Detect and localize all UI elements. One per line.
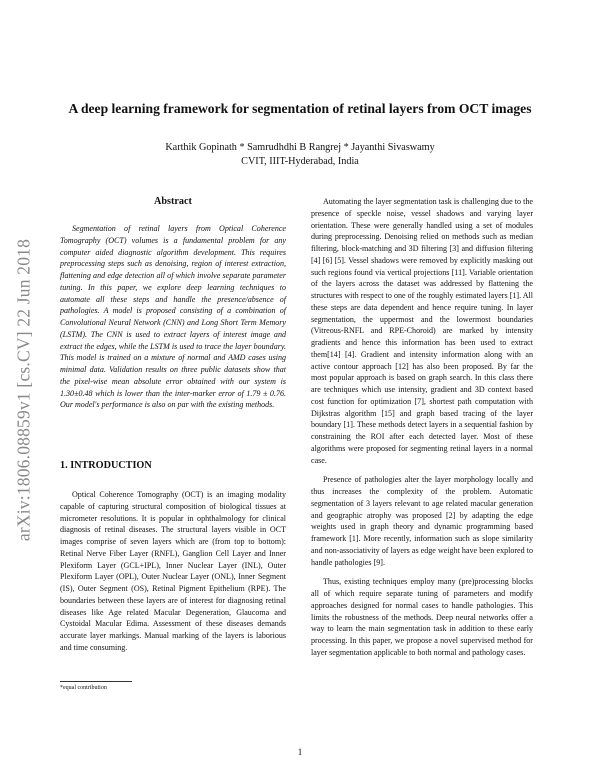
body-paragraph: Thus, existing techniques employ many (pre)processing blocks all of which require separate tuning of parameters and modify approaches designed for normal cases to handle pathologies. This limits the robustness of the methods. Deep neural networks offer a way to learn the main segmentation task in addition to these early processing. In this paper, we propose a novel supervised method for layer segmentation applicable to both normal and pathology cases. [311, 577, 533, 657]
arxiv-stamp-text: arXiv:1806.08859v1 [cs.CV] 22 Jun 2018 [13, 238, 34, 542]
arxiv-side-stamp [4, 200, 44, 580]
section-heading-introduction: 1. INTRODUCTION [60, 460, 152, 471]
footnote: *equal contribution [60, 685, 107, 691]
intro-paragraph: Optical Coherence Tomography (OCT) is an imaging modality capable of capturing structural composition of biological tissues at micrometer resolutions. It is popular in ophthalmology for clinical diagnosis of retinal diseases. The structural layers visible in OCT images comprise of seven layers which are (from top to bottom): Retinal Nerve Fiber Layer (RNFL), Ganglion Cell Layer and Inner Plexiform Layer (GCL+IPL), Inner Nuclear Layer (INL), Outer Plexiform Layer (OPL), Outer Nuclear Layer (ONL), Inner Segment (IS), Outer Segment (OS), Retinal Pigment Epithelium (RPE). The boundaries between these layers are of interest for diagnosing retinal diseases like Age related Macular Degeneration, Glaucoma and Cystoidal Macular Edima. Assessment of these diseases demands accurate layer markings. Manual marking of the layers is laborious and time consuming. [60, 490, 286, 652]
paper-title: A deep learning framework for segmentation of retinal layers from OCT images [68, 101, 532, 116]
abstract-heading: Abstract [154, 196, 192, 207]
right-column [311, 196, 533, 659]
body-paragraph: Automating the layer segmentation task is challenging due to the presence of speckle noise, vessel shadows and varying layer orientation. These were generally handled using a set of modules during preprocessing. Denoising relied on methods such as median filtering, block-matching and 3D filtering [3] and diffusion filtering [4] [6] [5]. Vessel shadows were removed by explicitly masking out such regions found via vertical projections [11]. Variable orientation of the layers across the dataset was addressed by flattening the structures with respect to one of the roughly estimated layers [1]. All these steps are data dependent and hence require tuning. In layer segmentation, the uppermost and the lowermost boundaries (Vitreous-RNFL and RPE-Choroid) are marked by intensity gradients and hence this information has been used to extract them[14] [4]. Gradient and intensity information along with an active contour approach [12] has also been proposed. By far the most popular approach is based on graph search. In this class there are techniques which use intensity, gradient and 3D context based cost function for optimization [7], shortest path computation with Dijkstras algorithm [15] and graph based tracing of the layer boundary [1]. These methods detect layers in a sequential fashion by constraining the ROI after each detected layer. Most of these algorithms were proposed for segmenting retinal layers in a normal case. [311, 197, 533, 465]
affiliation: CVIT, IIIT-Hyderabad, India [241, 156, 359, 167]
intro-column [60, 489, 286, 654]
abstract-paragraph: Segmentation of retinal layers from Optical Coherence Tomography (OCT) volumes is a fundamental problem for any computer aided diagnostic algorithm development. This requires preprocessing steps such as denoising, region of interest extraction, flattening and edge detection all of which involve separate parameter tuning. In this paper, we explore deep learning techniques to automate all these steps and handle the presence/absence of pathologies. A model is proposed consisting of a combination of Convolutional Neural Network (CNN) and Long Short Term Memory (LSTM). The CNN is used to extract layers of interest image and extract the edges, while the LSTM is used to trace the layer boundary. This model is trained on a mixture of normal and AMD cases using minimal data. Validation results on three public datasets show that the pixel-wise mean absolute error obtained with our system is 1.30±0.48 which is lower than the inter-marker error of 1.79 ± 0.76. Our model's performance is also on par with the existing methods. [60, 224, 286, 410]
author-list: Karthik Gopinath * Samrudhdhi B Rangrej * Jayanthi Sivaswamy [165, 142, 435, 153]
abstract-body [60, 223, 286, 411]
footnote-rule [60, 681, 132, 682]
body-paragraph: Presence of pathologies alter the layer morphology locally and thus increases the complexity of the problem. Automatic segmentation of 3 layers relevant to age related macular generation and geographic atrophy was proposed [2] by adapting the edge weights used in graph theory and dynamic programming based framework [1]. More recently, information such as slope similarity and non-associativity of layers as edge weight have been explored to handle pathologies [9]. [311, 475, 533, 567]
page-number: 1 [297, 747, 303, 757]
